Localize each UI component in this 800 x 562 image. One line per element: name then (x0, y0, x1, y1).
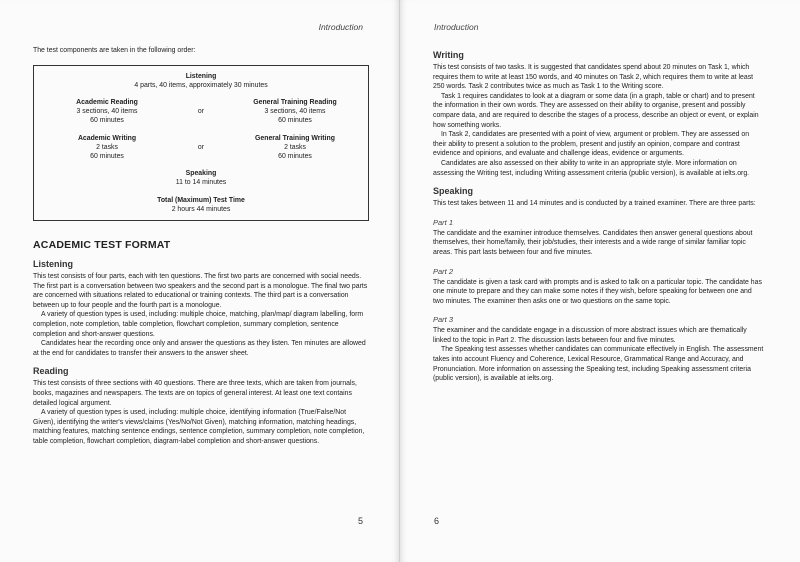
speaking-intro: This test takes between 11 and 14 minutes and is conducted by a trained examiner. There are three parts: (433, 200, 756, 208)
part-2-text: The candidate is given a task card with prompts and is asked to talk on a particular topic. The candidate has one minute to prepare and they can make some notes if they wish, before speaking for between one and two minutes. The examiner then asks one or two questions on the same topic. (433, 278, 762, 305)
academic-reading-component: Academic Reading 3 sections, 40 items 60 minutes (76, 99, 138, 125)
components-intro: The test components are taken in the following order: (33, 47, 196, 54)
writing-paragraph: Task 1 requires candidates to look at a diagram or some data (in a graph, table or chart) and to present the information in their own words. They are assessed on their ability to organise, present and possibly compare data, and are required to describe the stages of a process, describe an object or event, or explain how something works. (433, 92, 759, 129)
part-3-text: The examiner and the candidate engage in a discussion of more abstract issues which are thematically linked to the topic in Part 2. The discussion lasts between four and five minutes. (433, 327, 747, 344)
general-reading-component: General Training Reading 3 sections, 40 items 60 minutes (253, 99, 337, 125)
reading-paragraph: This test consists of three sections with 40 questions. There are three texts, which are taken from journals, books, magazines and newspapers. The texts are on topics of general interest. At least one text contains detailed logical argument. (33, 380, 357, 407)
writing-heading: Writing (433, 50, 464, 60)
right-page (400, 0, 800, 562)
writing-component-row (42, 134, 360, 162)
total-test-time: Total (Maximum) Test Time 2 hours 44 minutes (157, 196, 245, 213)
reading-paragraph: A variety of question types is used, including: multiple choice, identifying information (True/False/Not Given), identifying the writer's views/claims (Yes/No/Not Given), matching information, matching headings, matching features, matching sentence endings, sentence completion, summary completion, note completion, table completion, flowchart completion, diagram-label completion and short-answer questions. (33, 409, 365, 445)
listening-paragraph: This test consists of four parts, each with ten questions. The first two parts are concerned with social needs. The first part is a conversation between two speakers and the second part is a monologue. The final two parts are concerned with situations related to educational or training contexts. The third part is a conversation between up to four people and the fourth part is a monologue. (33, 273, 368, 309)
writing-paragraph: Candidates are also assessed on their ability to write in an appropriate style. More information on assessing the Writing test, including Writing assessment criteria (public version), is available at ielts.org. (433, 159, 750, 177)
listening-paragraph: A variety of question types is used, including: multiple choice, matching, plan/map/ diagram labelling, form completion, note completion, table completion, flowchart completion, summary completion, sentence completion and short-answer questions. (33, 311, 364, 338)
part-3-label: Part 3 (433, 315, 454, 325)
speaking-assessment-paragraph: The Speaking test assesses whether candidates can communicate effectively in English. The assessment takes into account Fluency and Coherence, Lexical Resource, Grammatical Range and Accuracy, and Pronunciation. More information on assessing the Speaking test, including Speaking assessment criteria (public version), is available at ielts.org. (433, 346, 764, 383)
part-1-text: The candidate and the examiner introduce themselves. Candidates then answer general questions about themselves, their home/family, their job/studies, their interests and a wide range of similar familiar topic areas. This part lasts between four and five minutes. (433, 229, 753, 256)
writing-paragraph: In Task 2, candidates are presented with a point of view, argument or problem. They are assessed on their ability to present a solution to the problem, present and justify an opinion, compare and contrast evidence and opinions, and evaluate and challenge ideas, evidence or arguments. (433, 131, 750, 158)
running-head: Introduction (318, 22, 363, 32)
part-2-label: Part 2 (433, 266, 454, 276)
listening-paragraph: Candidates hear the recording once only and answer the questions as they listen. Ten minutes are allowed at the end for candidates to transfer their answers to the answer sheet. (33, 340, 366, 357)
speaking-component: Speaking 11 to 14 minutes (175, 170, 227, 187)
reading-heading: Reading (33, 366, 69, 377)
page-number: 5 (357, 516, 363, 526)
right-page-content (433, 50, 764, 384)
or-label: or (197, 143, 205, 151)
page-number: 6 (434, 516, 440, 526)
reading-component-row (42, 98, 360, 126)
listening-component: Listening 4 parts, 40 items, approximately 30 minutes (134, 72, 268, 89)
listening-heading: Listening (33, 259, 73, 270)
part-1-label: Part 1 (433, 217, 454, 227)
test-components-box (33, 65, 369, 221)
general-writing-component: General Training Writing 2 tasks 60 minutes (255, 134, 335, 161)
academic-writing-component: Academic Writing 2 tasks 60 minutes (77, 134, 137, 161)
writing-paragraph: This test consists of two tasks. It is suggested that candidates spend about 20 minutes on Task 1, which requires them to write at least 150 words, and 40 minutes on Task 2, which requires them to write at least 250 words. Task 2 contributes twice as much as Task 1 to the Writing score. (433, 64, 754, 91)
or-label: or (197, 108, 205, 116)
section-title: ACADEMIC TEST FORMAT (33, 239, 171, 252)
left-page-content (33, 46, 369, 447)
speaking-heading: Speaking (433, 186, 474, 197)
running-head: Introduction (434, 22, 479, 32)
